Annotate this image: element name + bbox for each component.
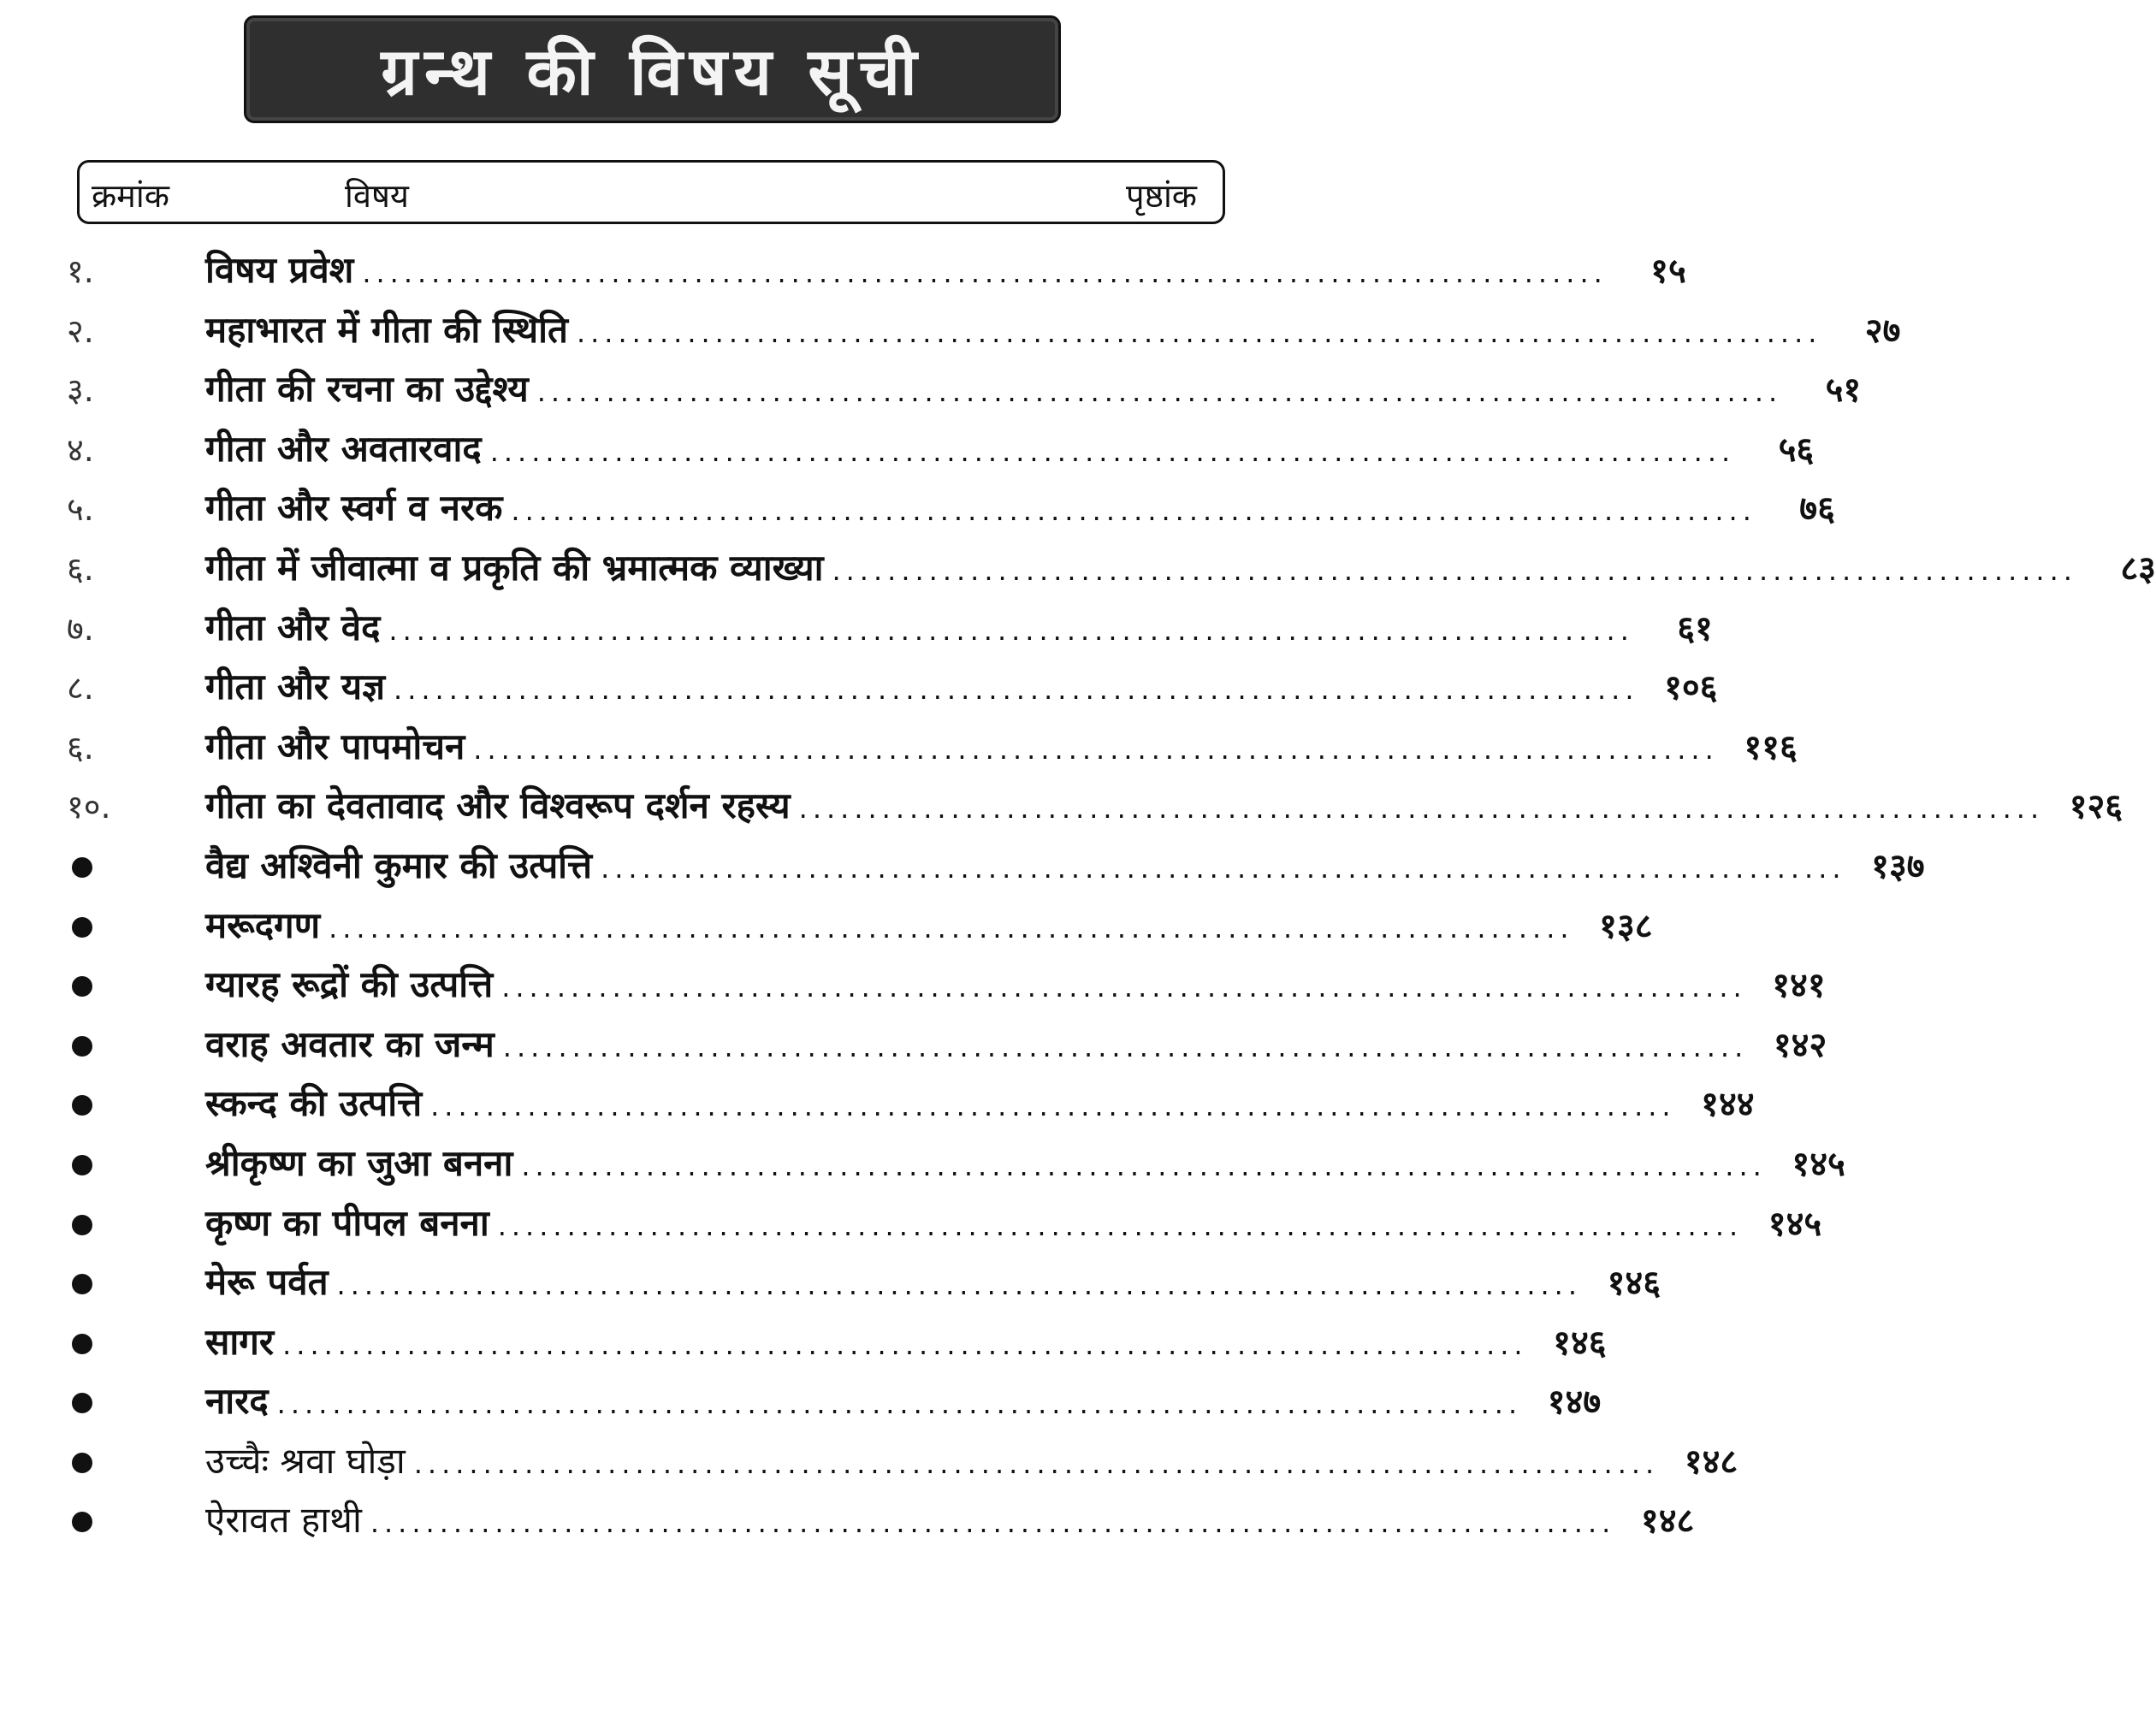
entry-line [205, 959, 1826, 1008]
entry-line [205, 840, 1925, 889]
entry-title: श्रीकृष्ण का जुआ बनना [205, 1141, 513, 1184]
entry-line [205, 245, 1686, 293]
entry-serial: ४. [67, 430, 94, 469]
entry-line [205, 661, 1718, 710]
dot-leader: .......................................................................................... [370, 1507, 1616, 1540]
toc-entry [0, 1491, 1695, 1551]
dot-leader: .......................................................................................... [489, 435, 1736, 468]
toc-entry [0, 1194, 1822, 1254]
dot-leader: .......................................................................................... [798, 792, 2045, 826]
entry-line [205, 602, 1713, 651]
entry-serial: ८. [67, 669, 94, 707]
entry-line [205, 305, 1901, 353]
entry-page-number: १४६ [1607, 1264, 1661, 1304]
toc-entry [0, 897, 1653, 956]
bullet-icon [72, 1453, 92, 1473]
entry-line [205, 900, 1653, 949]
entry-page-number: १३८ [1599, 906, 1653, 946]
entry-page-number: १४२ [1773, 1025, 1827, 1065]
toc-entry [0, 1253, 1661, 1313]
entry-line [205, 423, 1815, 472]
dot-leader: .......................................................................................... [502, 1030, 1749, 1063]
entry-title: गीता का देवतावाद और विश्वरूप दर्शन रहस्य [205, 784, 791, 827]
toc-entry [0, 1432, 1738, 1492]
dot-leader: .......................................................................................... [832, 554, 2077, 587]
bullet-icon [72, 1036, 92, 1057]
entry-page-number: १४४ [1701, 1085, 1755, 1125]
entry-page-number: १०६ [1664, 668, 1718, 708]
entry-line [205, 1198, 1822, 1246]
dot-leader: .......................................................................................... [362, 257, 1608, 289]
entry-title: नारद [205, 1380, 269, 1423]
entry-line [205, 1019, 1827, 1068]
entry-serial: ३. [67, 371, 94, 410]
toc-entry [0, 360, 1862, 420]
dot-leader: .......................................................................................... [276, 1388, 1523, 1421]
dot-leader: .......................................................................................... [282, 1328, 1528, 1361]
toc-entry [0, 837, 1925, 897]
dot-leader: .......................................................................................... [329, 911, 1574, 944]
dot-leader: .......................................................................................... [497, 1209, 1744, 1242]
toc-entry [0, 420, 1815, 480]
entry-title: वैद्य अश्विनी कुमार की उत्पत्ति [205, 844, 593, 886]
entry-page-number: ६१ [1677, 608, 1713, 648]
toc-entry [0, 956, 1826, 1015]
dot-leader: .......................................................................................... [576, 316, 1822, 349]
toc-column-header [77, 160, 1225, 224]
toc-entry [0, 658, 1718, 718]
entry-page-number: १४८ [1640, 1501, 1695, 1542]
entry-title: उच्चैः श्रवा घोड़ा [205, 1439, 406, 1482]
bullet-icon [72, 1512, 92, 1532]
toc-entry [0, 1134, 1845, 1194]
dot-leader: .......................................................................................... [413, 1447, 1660, 1480]
entry-page-number: ८३ [2120, 548, 2156, 589]
entry-title: मरूदगण [205, 903, 321, 946]
entry-title: विषय प्रवेश [205, 249, 354, 291]
bullet-icon [72, 976, 92, 997]
entry-page-number: १४५ [1768, 1204, 1822, 1244]
entry-title: कृष्ण का पीपल बनना [205, 1201, 489, 1244]
entry-line [205, 364, 1862, 412]
toc-entry [0, 301, 1901, 361]
toc-entry [0, 718, 1798, 778]
entry-title: ग्यारह रूद्रों की उत्पत्ति [205, 963, 494, 1006]
entry-page-number: १४८ [1684, 1442, 1738, 1482]
entry-page-number: १४७ [1547, 1382, 1602, 1423]
entry-line [205, 721, 1798, 770]
entry-page-number: १४६ [1553, 1323, 1607, 1363]
entry-serial: ६. [67, 549, 94, 588]
dot-leader: .......................................................................................... [336, 1269, 1582, 1302]
serial-column-label: क्रमांक [92, 177, 169, 215]
entry-line [205, 542, 2156, 591]
entry-serial: ७. [67, 609, 94, 648]
entry-page-number: १४१ [1772, 966, 1826, 1006]
bullet-icon [72, 1095, 92, 1116]
entry-line [205, 483, 1835, 531]
entry-line [205, 1495, 1695, 1543]
entry-title: गीता और अवतारवाद [205, 427, 482, 470]
entry-page-number: ५१ [1825, 370, 1862, 411]
entry-serial: २. [67, 311, 94, 350]
toc-entry [0, 777, 2123, 837]
page-title: ग्रन्थ की विषय सूची [381, 33, 924, 110]
toc-entry [0, 479, 1835, 539]
dot-leader: .......................................................................................... [511, 494, 1756, 528]
bullet-icon [72, 917, 92, 938]
toc-entry [0, 1015, 1827, 1075]
page-column-label: पृष्ठांक [1126, 177, 1197, 215]
entry-page-number: १२६ [2069, 787, 2123, 827]
dot-leader: .......................................................................................... [601, 851, 1846, 885]
toc-list [0, 241, 2156, 1551]
dot-leader: .......................................................................................... [430, 1090, 1676, 1123]
toc-entry [0, 539, 2156, 599]
entry-title: गीता और स्वर्ग व नरक [205, 487, 503, 530]
subject-column-label: विषय [345, 177, 409, 215]
entry-page-number: ११६ [1744, 727, 1798, 767]
toc-entry [0, 1372, 1602, 1432]
bullet-icon [72, 1215, 92, 1235]
entry-title: वराह अवतार का जन्म [205, 1022, 495, 1065]
bullet-icon [72, 1334, 92, 1354]
entry-title: सागर [205, 1320, 275, 1363]
entry-page-number: ५६ [1778, 429, 1815, 470]
entry-line [205, 1376, 1602, 1424]
entry-line [205, 1078, 1755, 1127]
bullet-icon [72, 1155, 92, 1175]
toc-title-banner [244, 15, 1061, 123]
entry-serial: १. [67, 252, 94, 290]
entry-title: ऐरावत हाथी [205, 1499, 362, 1542]
entry-page-number: १५ [1650, 252, 1686, 291]
entry-title: गीता और पापमोचन [205, 725, 465, 767]
dot-leader: .......................................................................................... [388, 613, 1634, 647]
entry-line [205, 1257, 1661, 1305]
entry-line [205, 1317, 1607, 1365]
toc-entry [0, 1313, 1607, 1373]
entry-title: गीता और वेद [205, 606, 381, 648]
entry-title: स्कन्द की उत्पत्ति [205, 1082, 423, 1125]
toc-entry [0, 241, 1686, 301]
entry-title: गीता की रचना का उद्देश्य [205, 368, 529, 411]
bullet-icon [72, 857, 92, 878]
entry-line [205, 780, 2123, 829]
bullet-icon [72, 1393, 92, 1413]
entry-page-number: १३७ [1871, 846, 1925, 886]
entry-serial: ५. [67, 490, 94, 529]
entry-line [205, 1138, 1845, 1187]
entry-page-number: १४५ [1792, 1144, 1845, 1184]
entry-title: महाभारत में गीता की स्थिति [205, 308, 568, 351]
toc-entry [0, 599, 1713, 659]
entry-title: गीता में जीवात्मा व प्रकृति की भ्रमात्मक व्याख्या [205, 546, 824, 589]
dot-leader: .......................................................................................... [501, 971, 1747, 1004]
entry-title: गीता और यज्ञ [205, 666, 386, 708]
toc-entry [0, 1075, 1755, 1134]
entry-title: मेरू पर्वत [205, 1261, 329, 1304]
entry-line [205, 1436, 1738, 1484]
entry-serial: ६. [67, 728, 94, 767]
dot-leader: .......................................................................................... [536, 376, 1783, 409]
entry-serial: १०. [67, 788, 111, 826]
dot-leader: .......................................................................................... [394, 673, 1639, 707]
entry-page-number: ७६ [1799, 489, 1835, 530]
dot-leader: .......................................................................................... [473, 732, 1719, 766]
entry-page-number: २७ [1864, 311, 1901, 351]
bullet-icon [72, 1274, 92, 1294]
dot-leader: .......................................................................................... [521, 1149, 1767, 1182]
